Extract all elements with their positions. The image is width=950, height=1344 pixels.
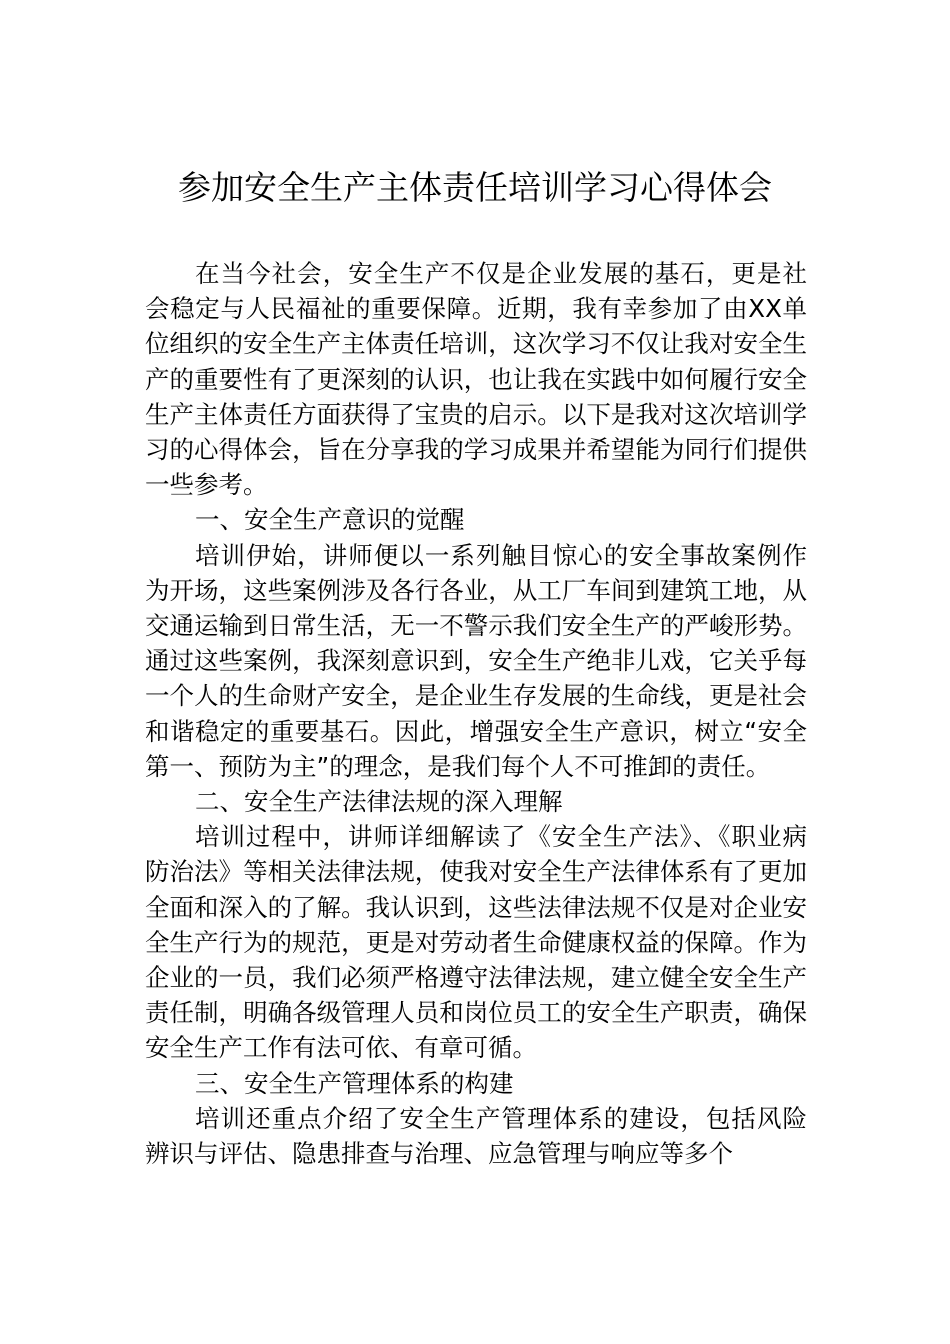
document-body <box>145 256 807 1171</box>
paragraph-intro: 在当今社会，安全生产不仅是企业发展的基石，更是社会稳定与人民福祉的重要保障。近期，我有幸参加了由XX单位组织的安全生产主体责任培训，这次学习不仅让我对安全生产的重要性有了更深刻的认识，也让我在实践中如何履行安全生产主体责任方面获得了宝贵的启示。以下是我对这次培训学习的心得体会，旨在分享我的学习成果并希望能为同行们提供一些参考。 <box>145 259 807 500</box>
section-heading-2: 二、安全生产法律法规的深入理解 <box>195 787 563 817</box>
paragraph-section-1: 培训伊始，讲师便以一系列触目惊心的安全事故案例作为开场，这些案例涉及各行各业，从工厂车间到建筑工地，从交通运输到日常生活，无一不警示我们安全生产的严峻形势。通过这些案例，我深刻意识到，安全生产绝非儿戏，它关乎每一个人的生命财产安全，是企业生存发展的生命线，更是社会和谐稳定的重要基石。因此，增强安全生产意识，树立“安全第一、预防为主”的理念，是我们每个人不可推卸的责任。 <box>145 540 807 781</box>
paragraph-section-2: 培训过程中，讲师详细解读了《安全生产法》、《职业病防治法》等相关法律法规，使我对安全生产法律体系有了更加全面和深入的了解。我认识到，这些法律法规不仅是对企业安全生产行为的规范，更是对劳动者生命健康权益的保障。作为企业的一员，我们必须严格遵守法律法规，建立健全安全生产责任制，明确各级管理人员和岗位员工的安全生产职责，确保安全生产工作有法可依、有章可循。 <box>145 822 807 1063</box>
section-heading-1: 一、安全生产意识的觉醒 <box>195 505 465 535</box>
section-heading-3: 三、安全生产管理体系的构建 <box>195 1068 514 1098</box>
document-title: 参加安全生产主体责任培训学习心得体会 <box>178 168 772 207</box>
paragraph-section-3: 培训还重点介绍了安全生产管理体系的建设，包括风险辨识与评估、隐患排查与治理、应急管理与响应等多个 <box>145 1103 807 1169</box>
